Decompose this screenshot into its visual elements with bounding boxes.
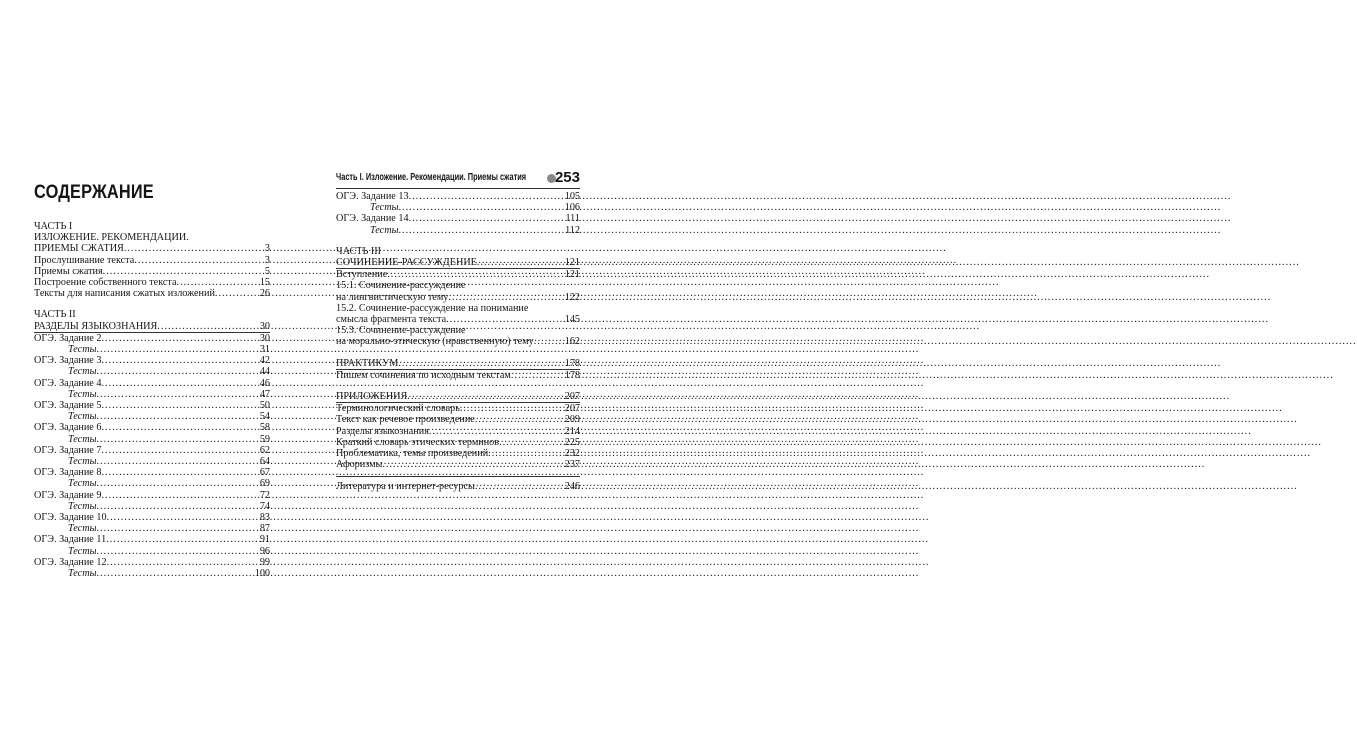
toc-entry-tests[interactable]: Тесты ..... 54 <box>34 411 270 422</box>
page-number: 30 <box>259 332 270 344</box>
toc-entry-tests[interactable]: Тесты ..... 47 <box>34 389 270 400</box>
page-number: 31 <box>259 344 270 356</box>
page-number: 74 <box>259 500 270 512</box>
running-header <box>336 169 580 189</box>
toc-entry-15-2[interactable]: смысла фрагмента текста ..... 145 <box>336 314 580 325</box>
running-header-text: Часть I. Изложение. Рекомендации. Приемы сжатия <box>336 172 527 183</box>
toc-entry[interactable]: Проблематика, темы произведений ..... 232 <box>336 448 580 459</box>
page-number: 91 <box>259 534 270 546</box>
toc-entry-tests[interactable]: Тесты ..... 44 <box>34 366 270 377</box>
page-number: 42 <box>259 355 270 367</box>
page-number: 59 <box>259 433 270 445</box>
toc-entry-intro[interactable]: Вступление ..... 121 <box>336 269 580 280</box>
page-number: 46 <box>259 377 270 389</box>
toc-entry-15-3[interactable]: на морально-этическую (нравственную) тему ..... 162 <box>336 336 580 347</box>
part1-entries <box>34 255 270 300</box>
part1-heading-entry[interactable] <box>34 243 270 254</box>
part2-heading: РАЗДЕЛЫ ЯЗЫКОЗНАНИЯ <box>34 320 158 332</box>
part1-heading-line2: ПРИЕМЫ СЖАТИЯ <box>34 243 124 255</box>
page-number: 214 <box>564 425 580 437</box>
toc-entry[interactable]: Краткий словарь этических терминов ..... 225 <box>336 437 580 448</box>
page-number: 69 <box>259 478 270 490</box>
page-number: 99 <box>259 556 270 568</box>
page-number: 111 <box>565 213 580 225</box>
page-number: 100 <box>254 568 270 580</box>
appendix-heading-entry[interactable] <box>336 391 580 403</box>
toc-entry[interactable]: ОГЭ. Задание 13 ..... 105 <box>336 191 580 202</box>
toc-entry[interactable]: Построение собственного текста ..... 15 <box>34 277 270 288</box>
part1-label: ЧАСТЬ I <box>34 221 73 232</box>
toc-entry-tests[interactable]: Тесты ..... 31 <box>34 344 270 355</box>
practicum-heading: ПРАКТИКУМ <box>336 357 399 369</box>
page-number: 30 <box>259 320 270 332</box>
page-number: 207 <box>564 403 580 415</box>
page-number: 64 <box>259 456 270 468</box>
toc-entry[interactable]: ОГЭ. Задание 9 ..... 72 <box>34 490 270 501</box>
page-number: 3 <box>264 254 270 266</box>
part2-entries <box>34 333 270 579</box>
page-number: 26 <box>259 288 270 300</box>
page-number: 54 <box>259 411 270 423</box>
page-number: 106 <box>564 202 580 214</box>
page-number: 58 <box>259 422 270 434</box>
practicum-heading-entry[interactable] <box>336 358 580 370</box>
toc-entry[interactable]: ОГЭ. Задание 5 ..... 50 <box>34 400 270 411</box>
page-number: 105 <box>564 191 580 202</box>
page-number: 246 <box>564 481 580 493</box>
page-number: 209 <box>564 414 580 426</box>
toc-right <box>336 191 580 493</box>
toc-entry[interactable]: ОГЭ. Задание 4 ..... 46 <box>34 378 270 389</box>
page-number: 47 <box>259 388 270 400</box>
toc-entry-tests[interactable]: Тесты ..... 87 <box>34 523 270 534</box>
toc-entry[interactable]: ОГЭ. Задание 7 ..... 62 <box>34 445 270 456</box>
page-number: 225 <box>564 436 580 448</box>
toc-entry[interactable]: ОГЭ. Задание 14 ..... 111 <box>336 213 580 224</box>
page-number: 178 <box>564 357 580 369</box>
toc-entry-tests[interactable]: Тесты ..... 96 <box>34 546 270 557</box>
toc-entry-tests[interactable]: Тесты ..... 100 <box>34 568 270 579</box>
left-page <box>0 0 300 750</box>
toc-entry-tests[interactable]: Тесты ..... 74 <box>34 501 270 512</box>
toc-entry[interactable]: Текст как речевое произведение ..... 209 <box>336 414 580 425</box>
toc-entry-tests[interactable]: Тесты ..... 106 <box>336 202 580 213</box>
page-number: 121 <box>564 269 580 281</box>
page-number: 122 <box>564 291 580 303</box>
toc-entry[interactable]: ОГЭ. Задание 3 ..... 42 <box>34 355 270 366</box>
toc-entry[interactable]: Разделы языкознания ..... 214 <box>336 426 580 437</box>
page-number: 5 <box>264 265 270 277</box>
toc-entry[interactable]: ОГЭ. Задание 12 ..... 99 <box>34 557 270 568</box>
toc-entry-15-2-line1: 15.2. Сочинение-рассуждение на понимание <box>336 302 529 314</box>
toc-entry-15-1-line1: 15.1. Сочинение-рассуждение <box>336 280 466 292</box>
toc-entry-15-3-line1: 15.3. Сочинение-рассуждение <box>336 325 466 337</box>
toc-entry-practicum[interactable]: Пишем сочинения по исходным текстам ..... 178 <box>336 370 580 381</box>
part3-label: ЧАСТЬ III <box>336 245 382 257</box>
page-number: 232 <box>564 448 580 460</box>
page-number: 112 <box>565 224 580 236</box>
toc-entry[interactable]: ОГЭ. Задание 6 ..... 58 <box>34 422 270 433</box>
appendix-entries <box>336 403 580 470</box>
toc-entry[interactable]: ОГЭ. Задание 11 ..... 91 <box>34 534 270 545</box>
toc-entry[interactable]: ОГЭ. Задание 2 ..... 30 <box>34 333 270 344</box>
page-number: 3 <box>264 243 270 255</box>
toc-entry-literature[interactable]: Литература и интернет-ресурсы ..... 246 <box>336 481 580 492</box>
toc-entry-tests[interactable]: Тесты ..... 69 <box>34 478 270 489</box>
right-page <box>300 0 600 750</box>
page-number: 72 <box>259 489 270 501</box>
page-number: 62 <box>259 444 270 456</box>
page-number: 15 <box>259 277 270 289</box>
top-entries <box>336 191 580 236</box>
part3-heading: СОЧИНЕНИЕ-РАССУЖДЕНИЕ <box>336 257 477 269</box>
part3-heading-entry[interactable] <box>336 257 580 269</box>
toc-entry[interactable]: Прослушивание текста ..... 3 <box>34 255 270 266</box>
page-number: 178 <box>564 369 580 381</box>
toc-entry-tests[interactable]: Тесты ..... 59 <box>34 434 270 445</box>
toc-entry[interactable]: Приемы сжатия ..... 5 <box>34 266 270 277</box>
toc-entry[interactable]: Тексты для написания сжатых изложений ..... 26 <box>34 288 270 299</box>
page-number: 50 <box>259 400 270 412</box>
toc-entry[interactable]: ОГЭ. Задание 10 ..... 83 <box>34 512 270 523</box>
toc-entry-tests[interactable]: Тесты ..... 64 <box>34 456 270 467</box>
folio-page-number: 253 <box>554 169 580 186</box>
part1-heading-line1: ИЗЛОЖЕНИЕ. РЕКОМЕНДАЦИИ. <box>34 232 189 244</box>
toc-entry-15-1[interactable]: на лингвистическую тему ..... 122 <box>336 292 580 303</box>
page-number: 96 <box>259 545 270 557</box>
page-number: 67 <box>259 467 270 479</box>
toc-entry[interactable]: Терминологический словарь ..... 207 <box>336 403 580 414</box>
page-number: 44 <box>259 366 270 378</box>
toc-entry-tests[interactable]: Тесты ..... 112 <box>336 225 580 236</box>
toc-left <box>34 221 270 579</box>
toc-entry[interactable]: Афоризмы ..... 237 <box>336 459 580 470</box>
page-number: 83 <box>259 512 270 524</box>
toc-entry[interactable]: ОГЭ. Задание 8 ..... 67 <box>34 467 270 478</box>
page-number: 121 <box>564 257 580 269</box>
part2-label: ЧАСТЬ II <box>34 309 76 321</box>
page-number: 207 <box>564 391 580 403</box>
page-number: 237 <box>564 459 580 471</box>
part2-heading-entry[interactable] <box>34 321 270 333</box>
page-number: 145 <box>564 314 580 326</box>
page-number: 87 <box>259 523 270 535</box>
appendix-heading: ПРИЛОЖЕНИЯ <box>336 391 408 403</box>
page-number: 162 <box>564 336 580 348</box>
contents-title: СОДЕРЖАНИЕ <box>34 182 154 203</box>
